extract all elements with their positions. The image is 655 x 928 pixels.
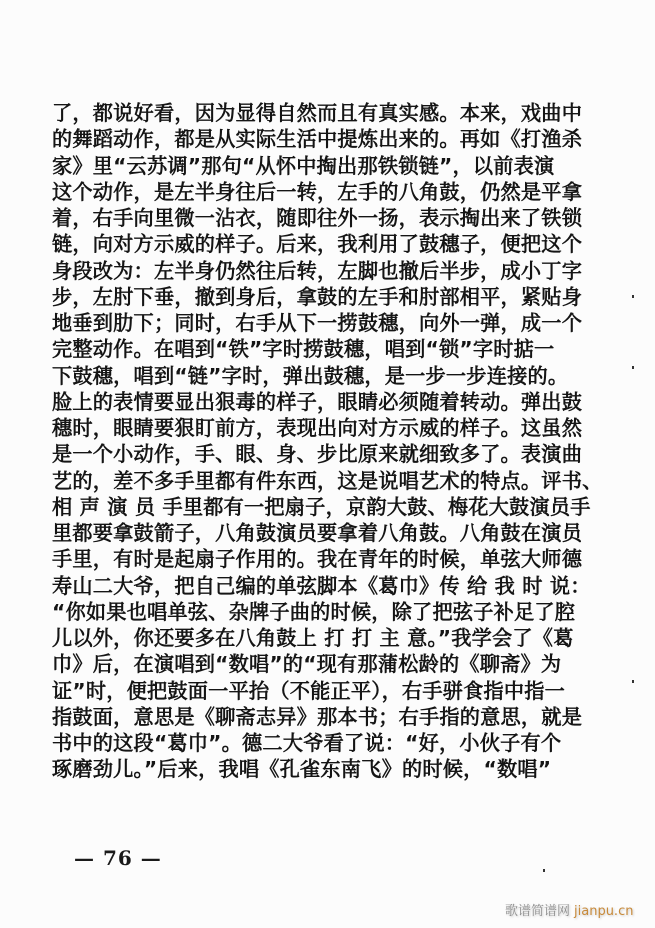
text-line: 儿以外，你还要多在八角鼓上 打 打 主 意。”我学会了《葛 [52,626,574,650]
text-line: 了，都说好看，因为显得自然而且有真实感。本来，戏曲中 [52,101,583,125]
text-line: 是一个小动作，手、眼、身、步比原来就细致多了。表演曲 [52,442,583,467]
text-line: “你如果也唱单弦、杂牌子曲的时候，除了把弦子补足了腔 [52,599,576,624]
text-line: 证”时，便把鼓面一平抬（不能正平），右手骈食指中指一 [52,678,566,703]
text-line: 穗时，眼睛要狠盯前方，表现出向对方示威的样子。这虽然 [52,416,583,440]
text-line: 链，向对方示威的样子。后来，我利用了鼓穗子，便把这个 [52,232,583,257]
page-number: — 76 — [74,846,162,870]
text-line: 巾》后，在演唱到“数唱”的“现有那蒲松龄的《聊斋》为 [52,652,562,677]
text-line: 地垂到肋下；同时，右手从下一捞鼓穗，向外一弹，成一个 [52,311,583,335]
scan-speck [632,680,634,683]
text-line: 寿山二大爷，把自己编的单弦脚本《葛巾》传 给 我 时 说： [52,573,591,598]
scan-speck [543,869,545,872]
text-line: 着，右手向里微一沾衣，随即往外一扬，表示掏出来了铁锁 [52,206,583,230]
text-line: 里都要拿鼓箭子，八角鼓演员要拿着八角鼓。八角鼓在演员 [52,521,583,545]
watermark-domain: jianpu.cn [574,904,634,919]
body-text [52,100,603,783]
text-line: 完整动作。在唱到“铁”字时捞鼓穗，唱到“锁”字时掂一 [52,337,555,362]
text-line: 下鼓穗，唱到“链”字时，弹出鼓穗，是一步一步连接的。 [52,363,569,388]
watermark [505,900,633,919]
text-line: 这个动作，是左半身往后一转，左手的八角鼓，仍然是平拿 [52,179,583,204]
text-line: 手里，有时是起扇子作用的。我在青年的时候，单弦大师德 [52,547,583,572]
text-line: 书中的这段“葛巾”。德二大爷看了说：“好，小伙子有个 [52,731,562,755]
scan-speck [632,366,634,369]
text-line: 指鼓面，意思是《聊斋志异》那本书；右手指的意思，就是 [52,704,583,729]
text-line: 步，左肘下垂，撤到身后，拿鼓的左手和肘部相平，紧贴身 [52,284,583,309]
watermark-site-name: 歌谱简谱网 [505,904,571,919]
text-line: 家》里“云苏调”那句“从怀中掏出那铁锁链”，以前表演 [52,153,555,178]
text-line: 相 声 演 员 手里都有一把扇子，京韵大鼓、梅花大鼓演员手 [52,494,591,519]
text-line: 的舞蹈动作，都是从实际生活中提炼出来的。再如《打渔杀 [52,127,583,152]
text-line: 脸上的表情要显出狠毒的样子，眼睛必须随着转动。弹出鼓 [52,389,583,414]
scan-speck [632,295,634,298]
text-line: 琢磨劲儿。”后来，我唱《孔雀东南飞》的时候，“数唱” [52,757,552,782]
text-line: 身段改为：左半身仍然往后转，左脚也撤后半步，成小丁字 [52,258,583,283]
text-line: 艺的，差不多手里都有件东西，这是说唱艺术的特点。评书、 [52,468,603,493]
